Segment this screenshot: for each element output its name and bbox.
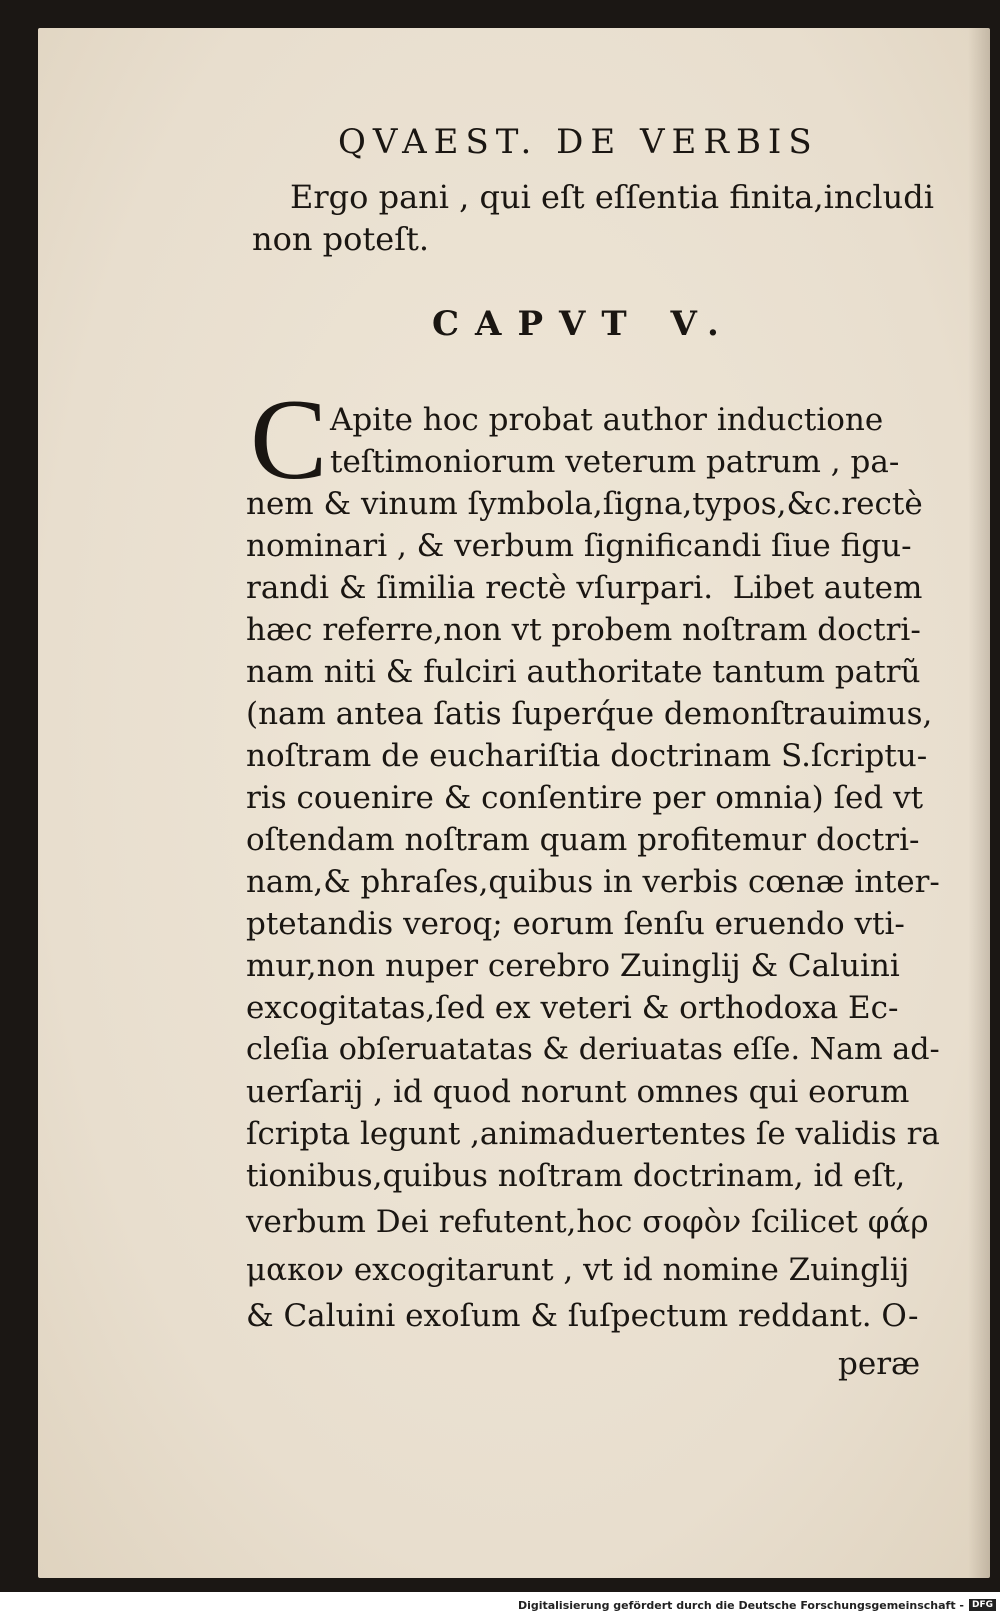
- body-line: nam niti & fulciri authoritate tantum patrũ: [246, 654, 921, 690]
- body-line: excogitatas,ſed ex veteri & orthodoxa Ec-: [246, 990, 899, 1026]
- body-line: ſcripta legunt ,animaduertentes ſe validis ra: [246, 1116, 940, 1152]
- drop-cap: C: [250, 376, 328, 504]
- body-line: & Caluini exoſum & ſuſpectum reddant. O-: [246, 1298, 919, 1334]
- body-line: tionibus,quibus noſtram doctrinam, id eſt,: [246, 1158, 906, 1194]
- body-line: hæc referre,non vt probem noſtram doctri-: [246, 612, 921, 648]
- catchword: peræ: [838, 1346, 921, 1382]
- body-line: Apite hoc probat author inductione: [330, 402, 884, 438]
- body-line: (nam antea ſatis ſuperq́ue demonſtrauimus,: [246, 696, 933, 732]
- body-line: uerſarij , id quod norunt omnes qui eorum: [246, 1074, 910, 1110]
- body-line: teſtimoniorum veterum patrum , pa-: [330, 444, 900, 480]
- body-line: randi & ſimilia rectè vſurpari. Libet autem: [246, 570, 923, 606]
- body-line: noſtram de euchariſtia doctrinam S.ſcriptu-: [246, 738, 928, 774]
- body-line: ptetandis veroq; eorum ſenſu eruendo vti-: [246, 906, 905, 942]
- funding-credit: Digitalisierung gefördert durch die Deutsche Forschungsgemeinschaft -: [517, 1599, 964, 1612]
- body-line: mur,non nuper cerebro Zuinglij & Caluini: [246, 948, 900, 984]
- body-line: nem & vinum ſymbola,ſigna,typos,&c.rectè: [246, 486, 923, 522]
- body-line: nam,& phraſes,quibus in verbis cœnæ inter-: [246, 864, 940, 900]
- body-line: oſtendam noſtram quam profitemur doctri-: [246, 822, 920, 858]
- body-line: μακον excogitarunt , vt id nomine Zuinglij: [246, 1252, 910, 1288]
- body-line: verbum Dei refutent,hoc σοφὸν ſcilicet φάρ: [246, 1204, 929, 1240]
- running-head: QVAEST. DE VERBIS: [338, 122, 819, 162]
- continuation-line-2: non poteſt.: [252, 220, 430, 258]
- body-line: cleſia obſeruatatas & deriuatas eſſe. Nam ad-: [246, 1032, 940, 1067]
- digitization-footer: [0, 1595, 1000, 1623]
- body-line: ris couenire & conſentire per omnia) ſed vt: [246, 780, 924, 816]
- chapter-heading: CAPVT V.: [432, 304, 735, 344]
- continuation-line-1: Ergo pani , qui eſt eſſentia finita,includi: [290, 178, 934, 216]
- body-line: nominari , & verbum ſignificandi ſiue figu-: [246, 528, 912, 564]
- dfg-logo: DFG: [969, 1599, 996, 1611]
